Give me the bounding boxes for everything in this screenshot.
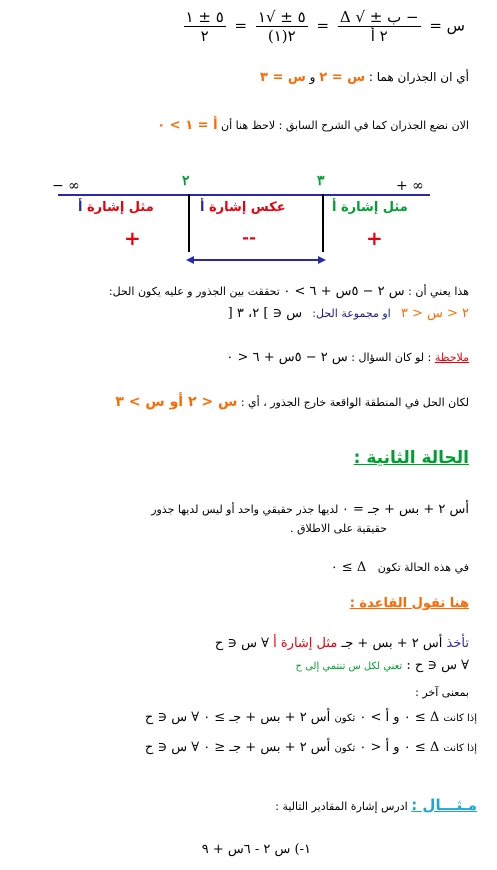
fraction-2: $\frac{٥ \pm √١}{٢(١)}$	[257, 8, 306, 45]
rule-line-1: تأخذ أس ٢ + بس + جـ مثل إشارة أ ∀ س ∈ ح	[214, 636, 469, 651]
sign-right: +	[366, 226, 383, 250]
sign-table	[0, 170, 497, 270]
formula: س = $\frac{\text{− ب ± √ Δ}}{\text{٢ أ}}$ = $\frac{٥ \pm √١}{٢(١)}$ = $\frac{٥ \pm ١}{٢}$	[185, 8, 465, 45]
example-line: مـثـــال : ادرس إشارة المقادير التالية :	[275, 796, 477, 814]
case2-line-1: أس ٢ + بس + جـ = ٠ لديها جذر حقيقي واحد أو ليس لديها جذور	[151, 502, 469, 517]
rule-line-3: بمعنى آخر :	[415, 686, 469, 699]
fraction-1: $\frac{\text{− ب ± √ Δ}}{\text{٢ أ}}$	[339, 8, 419, 45]
case-row-1: إذا كانت Δ ≥ ٠ و أ > ٠ تكون أس ٢ + بس + جـ ≥ ٠ ∀ س ∈ ح	[144, 710, 477, 725]
meaning-line-1: هذا يعني أن : س ٢ − ٥س + ٦ > ٠ تحققت بين الجذور و عليه يكون الحل:	[108, 284, 469, 299]
plus-infinity: + ∞	[396, 178, 424, 194]
root-divider-2	[322, 194, 324, 252]
root-label-1: ٢	[182, 173, 190, 189]
outside-line: لكان الحل في المنطقة الواقعة خارج الجذور ، أي : س < ٢ أو س > ٣	[115, 394, 469, 410]
now-line: الان نضع الجذران كما في الشرح السابق : لاحظ هنا أن أ = ١ > ٠	[157, 118, 469, 133]
minus-infinity: − ∞	[52, 178, 80, 194]
case-row-2: إذا كانت Δ ≥ ٠ و أ < ٠ تكون أس ٢ + بس + جـ ≤ ٠ ∀ س ∈ ح	[144, 740, 477, 755]
roots-line: أي ان الجذران هما : س = ٢ و س = ٣	[259, 70, 469, 85]
rule-line-2: ∀ س ∈ ح : تعني لكل س تنتمي إلى ح	[295, 658, 469, 673]
meaning-line-2: ٢ < س < ٣ او مجموعة الحل: س ∈ ] ٢، ٣ [	[227, 306, 469, 321]
sign-middle: --	[242, 228, 257, 248]
example-item: ١-) س ٢ - ٦س + ٩	[201, 842, 311, 857]
region-left: مثل إشارة أ	[78, 200, 154, 215]
root-label-2: ٣	[317, 173, 325, 189]
region-middle: عكس إشارة أ	[200, 200, 286, 215]
case2-title: الحالة الثانية :	[353, 448, 469, 468]
sign-left: +	[124, 226, 141, 250]
interval-arrow	[186, 254, 326, 266]
number-line	[58, 194, 430, 196]
case2-delta: في هذه الحالة تكون Δ ≥ ٠	[330, 560, 469, 575]
region-right: مثل إشارة أ	[332, 200, 408, 215]
note-line: ملاحظة : لو كان السؤال : س ٢ − ٥س + ٦ < ٠	[226, 350, 469, 365]
fraction-3: $\frac{٥ \pm ١}{٢}$	[185, 8, 224, 45]
case2-line-2: حقيقية على الاطلاق .	[289, 522, 387, 535]
rule-title: هنا تقول القاعدة :	[349, 596, 469, 611]
formula-lhs: س =	[429, 16, 465, 35]
root-divider-1	[188, 194, 190, 252]
